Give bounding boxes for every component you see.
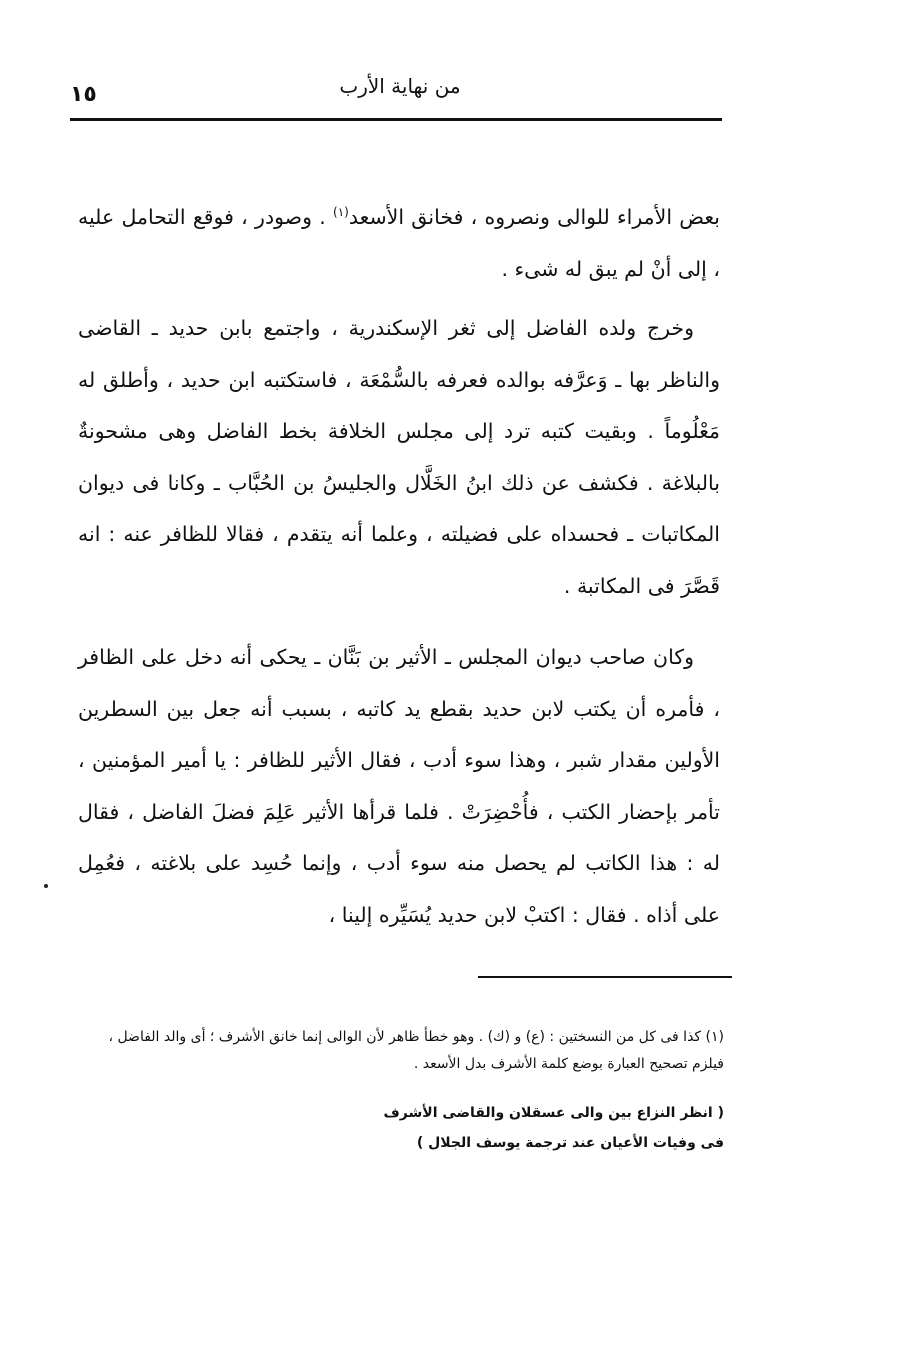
paragraph-3 [78,632,720,941]
main-text [78,192,720,941]
page-number: ١٥ [70,82,97,107]
footnote-1: (١) كذا فى كل من النسختين : (ع) و (ك) . وهو خطأ ظاهر لأن الوالى إنما خانق الأشرف ؛ أى والد الفاضل ، فيلزم تصحيح العبارة بوضع كلمة الأشرف بدل الأسعد . [108,1029,724,1072]
handwritten-note-line-2: فى وفيات الأعيان عند ترجمة يوسف الجلال ) [416,1135,724,1151]
scan-speck [44,884,48,888]
paragraph-1-tail: . وصودر ، فوقع التحامل عليه ، إلى أنْ لم يبق له شىء . [78,205,720,281]
paragraph-2 [78,303,720,612]
paragraph-2-text: وخرج ولده الفاضل إلى ثغر الإسكندرية ، واجتمع بابن حديد ـ القاضى والناظر بها ـ وَعرَّفه بوالده فعرفه بالسُّمْعَة ، فاستكتبه ابن حديد ، وأطلق له مَعْلُوماً . وبقيت كتبه ترد إلى مجلس الخلافة بخط الفاضل وهى مشحونةٌ بالبلاغة . فكشف عن ذلك ابنُ الخَلَّال والجليسُ بن الحُبَّاب ـ وكانا فى ديوان المكاتبات ـ فحسداه على فضيلته ، وعلما أنه يتقدم ، فقالا للظافر عنه : انه قَصَّرَ فى المكاتبة . [78,316,720,598]
running-head [70,66,722,106]
handwritten-note-line-1: ( انظر النزاع بين والى عسقلان والقاضى الأشرف [383,1105,724,1121]
footnote-reference: (١) [333,205,349,220]
handwritten-note [84,1098,724,1158]
paragraph-1 [78,192,720,295]
paragraph-1-text: بعض الأمراء للوالى ونصروه ، فخانق الأسعد [348,205,720,229]
footnotes [84,1024,724,1158]
footnote-rule [478,976,732,978]
running-title: من نهاية الأرب [339,74,461,98]
paragraph-3-text: وكان صاحب ديوان المجلس ـ الأثير بن بَنَّان ـ يحكى أنه دخل على الظافر ، فأمره أن يكتب لابن حديد بقطع يد كاتبه ، بسبب أنه جعل بين السطرين الأولين مقدار شبر ، وهذا سوء أدب ، فقال الأثير للظافر : يا أمير المؤمنين ، تأمر بإحضار الكتب ، فأُحْضِرَتْ . فلما قرأها الأثير عَلِمَ فضلَ الفاضل ، فقال له : هذا الكاتب لم يحصل منه سوء أدب ، وإنما حُسِد على بلاغته ، فعُمِل على أذاه . فقال : اكتبْ لابن حديد يُسَيِّره إلينا ، [78,645,720,927]
header-rule [70,118,722,121]
